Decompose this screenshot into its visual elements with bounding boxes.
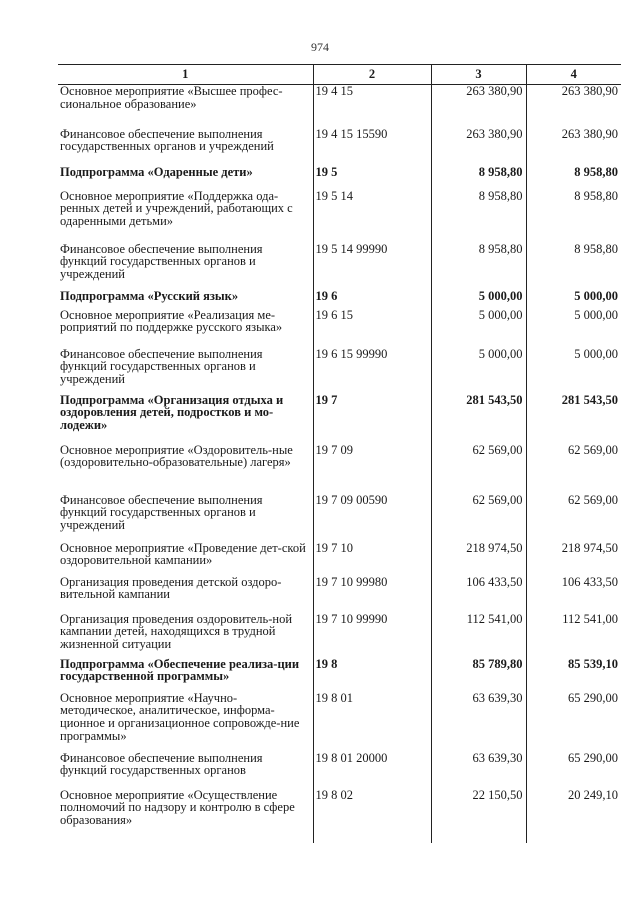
row-value-2016-cell: 8 958,80 <box>574 241 618 256</box>
table-row <box>58 290 621 309</box>
row-value-2016-cell: 65 290,00 <box>568 750 618 765</box>
table-row <box>58 309 621 348</box>
row-value-2016-cell: 62 569,00 <box>568 492 618 507</box>
row-value-2015-cell: 218 974,50 <box>431 542 526 576</box>
column-header-1: 1 <box>58 65 313 85</box>
row-name-cell: Финансовое обеспечение выполнения функций государственных органов и учреждений <box>58 348 313 394</box>
row-value-2016-cell: 263 380,90 <box>561 84 618 98</box>
row-value-2015-cell: 62 569,00 <box>431 494 526 542</box>
row-code-cell: 19 6 <box>313 290 431 309</box>
table-row <box>58 444 621 494</box>
row-code-cell: 19 7 10 99980 <box>313 576 431 613</box>
row-code-cell: 19 5 <box>313 166 431 190</box>
row-value-2016-cell: 112 541,00 <box>562 611 618 626</box>
row-code-cell: 19 8 01 20000 <box>313 752 431 789</box>
row-name-cell: Подпрограмма «Обеспечение реализа-ции государственной программы» <box>58 658 313 692</box>
row-name-cell: Финансовое обеспечение выполнения государственных органов и учреждений <box>58 128 313 166</box>
row-value-2016-cell: 85 539,10 <box>568 656 618 671</box>
row-code-cell: 19 7 10 <box>313 542 431 576</box>
row-code-cell: 19 5 14 <box>313 190 431 243</box>
row-value-2015-cell: 63 639,30 <box>431 692 526 752</box>
budget-table <box>58 64 621 843</box>
row-name-cell: Подпрограмма «Одаренные дети» <box>58 166 313 190</box>
row-name-cell: Подпрограмма «Организация отдыха и оздоровления детей, подростков и мо-лодежи» <box>58 394 313 444</box>
row-code-cell: 19 7 <box>313 394 431 444</box>
row-value-2016-cell: 281 543,50 <box>561 392 618 407</box>
table-row <box>58 613 621 658</box>
row-name-cell: Финансовое обеспечение выполнения функций государственных органов и учреждений <box>58 494 313 542</box>
row-value-2015-cell: 5 000,00 <box>431 290 526 309</box>
row-code-cell: 19 8 <box>313 658 431 692</box>
table-header <box>58 65 621 85</box>
table-row <box>58 166 621 190</box>
row-name-cell: Основное мероприятие «Проведение дет-ской оздоровительной кампании» <box>58 542 313 576</box>
row-value-2015-cell: 62 569,00 <box>431 444 526 494</box>
row-name-cell: Основное мероприятие «Осуществление полномочий по надзору и контролю в сфере образования» <box>58 789 313 843</box>
row-code-cell: 19 6 15 99990 <box>313 348 431 394</box>
column-header-4: 4 <box>526 65 621 85</box>
table-row <box>58 190 621 243</box>
row-value-2016-cell: 5 000,00 <box>574 307 618 322</box>
row-name-cell: Основное мероприятие «Оздоровитель-ные (оздоровительно-образовательные) лагеря» <box>58 444 313 494</box>
table-row <box>58 348 621 394</box>
row-code-cell: 19 6 15 <box>313 309 431 348</box>
row-value-2015-cell: 5 000,00 <box>431 309 526 348</box>
table-row <box>58 658 621 692</box>
row-name-cell: Организация проведения оздоровитель-ной кампании детей, находящихся в трудной жизненной ситуации <box>58 613 313 658</box>
row-value-2015-cell: 63 639,30 <box>431 752 526 789</box>
row-value-2016-cell: 20 249,10 <box>568 787 618 802</box>
budget-table-container <box>58 64 621 843</box>
row-value-2015-cell: 5 000,00 <box>431 348 526 394</box>
row-name-cell: Организация проведения детской оздоро-вительной кампании <box>58 576 313 613</box>
table-row <box>58 85 621 128</box>
column-header-2: 2 <box>313 65 431 85</box>
row-name-cell: Основное мероприятие «Высшее профес-сиональное образование» <box>58 85 313 128</box>
table-body <box>58 85 621 843</box>
row-code-cell: 19 7 10 99990 <box>313 613 431 658</box>
row-code-cell: 19 7 09 00590 <box>313 494 431 542</box>
row-name-cell: Основное мероприятие «Поддержка ода-ренных детей и учреждений, работающих с одаренными детьми» <box>58 190 313 243</box>
row-name-cell: Основное мероприятие «Реализация ме-роприятий по поддержке русского языка» <box>58 309 313 348</box>
table-row <box>58 789 621 843</box>
row-value-2015-cell: 8 958,80 <box>431 190 526 243</box>
row-value-2015-cell: 281 543,50 <box>431 394 526 444</box>
column-header-3: 3 <box>431 65 526 85</box>
table-row <box>58 243 621 290</box>
row-value-2016-cell: 65 290,00 <box>568 690 618 705</box>
row-value-2015-cell: 22 150,50 <box>431 789 526 843</box>
row-code-cell: 19 8 02 <box>313 789 431 843</box>
row-value-2015-cell: 112 541,00 <box>431 613 526 658</box>
table-row <box>58 394 621 444</box>
table-row <box>58 692 621 752</box>
row-value-2015-cell: 263 380,90 <box>431 128 526 166</box>
row-name-cell: Финансовое обеспечение выполнения функций государственных органов <box>58 752 313 789</box>
table-row <box>58 494 621 542</box>
row-value-2016-cell: 5 000,00 <box>574 346 618 361</box>
row-code-cell: 19 4 15 <box>313 85 431 128</box>
row-value-2016-cell: 62 569,00 <box>568 442 618 457</box>
row-value-2016-cell: 5 000,00 <box>574 288 618 303</box>
row-value-2016-cell: 8 958,80 <box>574 164 618 179</box>
table-row <box>58 752 621 789</box>
row-name-cell: Основное мероприятие «Научно-методическое, аналитическое, информа-ционное и организационное сопровожде-ние программы» <box>58 692 313 752</box>
row-value-2015-cell: 106 433,50 <box>431 576 526 613</box>
row-value-2015-cell: 8 958,80 <box>431 243 526 290</box>
table-row <box>58 576 621 613</box>
row-code-cell: 19 8 01 <box>313 692 431 752</box>
table-row <box>58 542 621 576</box>
row-name-cell: Финансовое обеспечение выполнения функций государственных органов и учреждений <box>58 243 313 290</box>
row-code-cell: 19 5 14 99990 <box>313 243 431 290</box>
row-code-cell: 19 4 15 15590 <box>313 128 431 166</box>
row-value-2015-cell: 263 380,90 <box>431 85 526 128</box>
row-value-2016-cell: 8 958,80 <box>574 188 618 203</box>
row-value-2016-cell: 218 974,50 <box>561 540 618 555</box>
row-value-2015-cell: 8 958,80 <box>431 166 526 190</box>
row-value-2016-cell: 106 433,50 <box>561 574 618 589</box>
row-name-cell: Подпрограмма «Русский язык» <box>58 290 313 309</box>
row-value-2016-cell: 263 380,90 <box>561 126 618 141</box>
table-row <box>58 128 621 166</box>
row-code-cell: 19 7 09 <box>313 444 431 494</box>
page-number: 974 <box>311 40 329 54</box>
row-value-2015-cell: 85 789,80 <box>431 658 526 692</box>
